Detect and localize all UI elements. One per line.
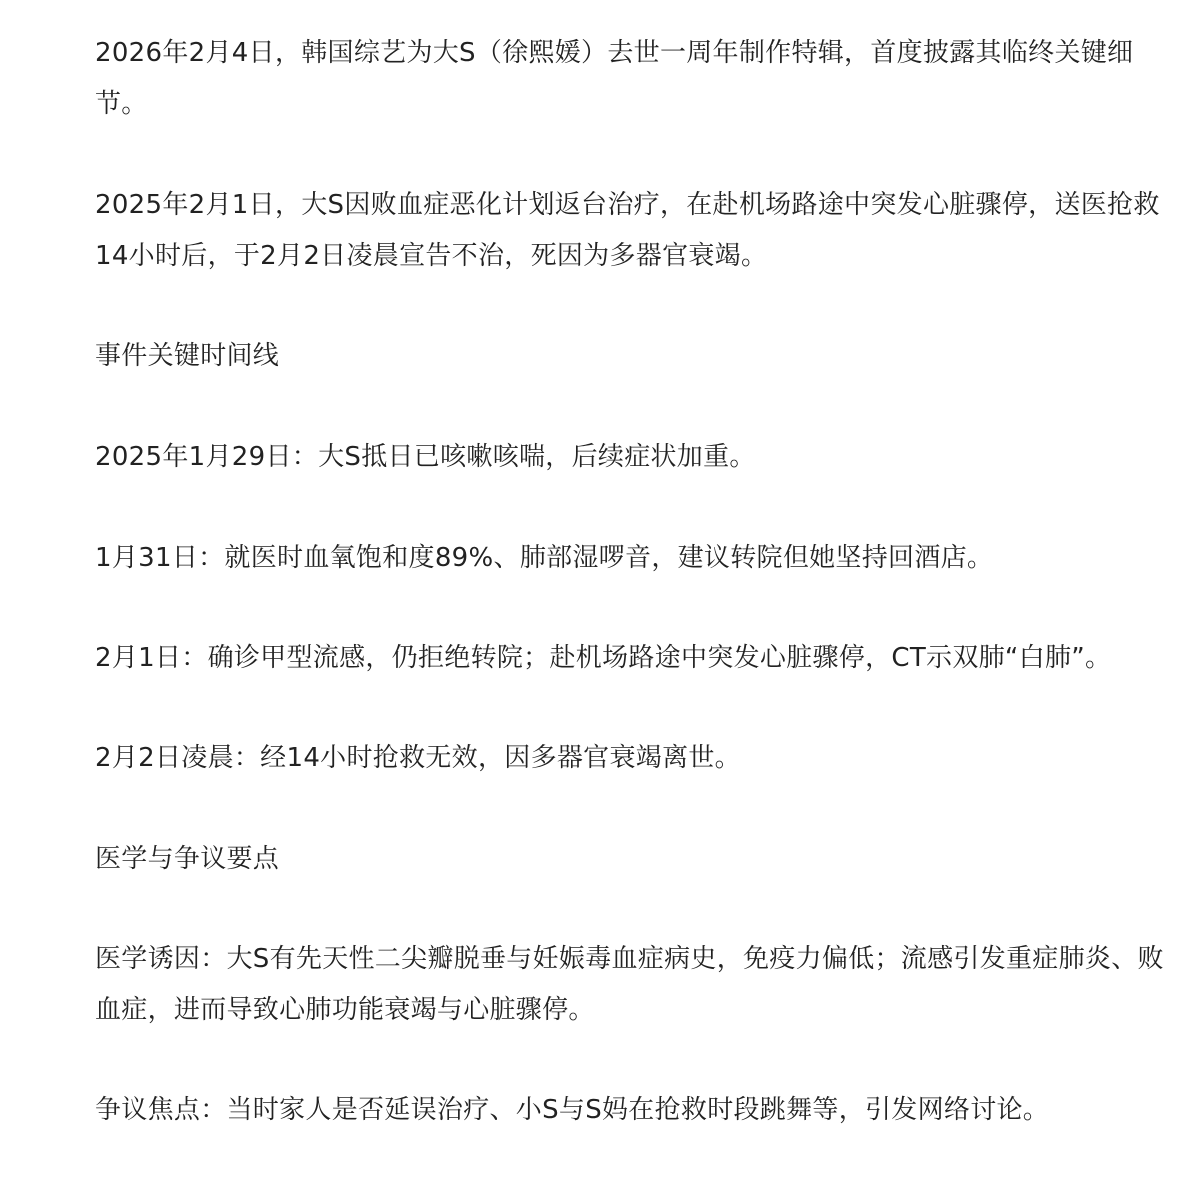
timeline-item-jan-29: 2025年1月29日：大S抵日已咳嗽咳喘，后续症状加重。 — [95, 442, 756, 472]
timeline-item-feb-1: 2月1日：确诊甲型流感，仍拒绝转院；赴机场路途中突发心脏骤停，CT示双肺“白肺”。 — [95, 643, 1112, 673]
medical-cause-paragraph: 医学诱因：大S有先天性二尖瓣脱垂与妊娠毒血症病史，免疫力偏低；流感引发重症肺炎、败血症，进而导致心肺功能衰竭与心脏骤停。 — [95, 944, 1164, 1025]
timeline-heading: 事件关键时间线 — [95, 341, 280, 371]
intro-paragraph: 2026年2月4日，韩国综艺为大S（徐熙媛）去世一周年制作特辑，首度披露其临终关键细节。 — [95, 38, 1134, 119]
medical-controversy-heading: 医学与争议要点 — [95, 844, 280, 874]
event-summary-paragraph: 2025年2月1日，大S因败血症恶化计划返台治疗，在赴机场路途中突发心脏骤停，送医抢救14小时后，于2月2日凌晨宣告不治，死因为多器官衰竭。 — [95, 190, 1160, 271]
timeline-item-jan-31: 1月31日：就医时血氧饱和度89%、肺部湿啰音，建议转院但她坚持回酒店。 — [95, 543, 994, 573]
controversy-paragraph: 争议焦点：当时家人是否延误治疗、小S与S妈在抢救时段跳舞等，引发网络讨论。 — [95, 1095, 1050, 1125]
timeline-item-feb-2: 2月2日凌晨：经14小时抢救无效，因多器官衰竭离世。 — [95, 743, 741, 773]
